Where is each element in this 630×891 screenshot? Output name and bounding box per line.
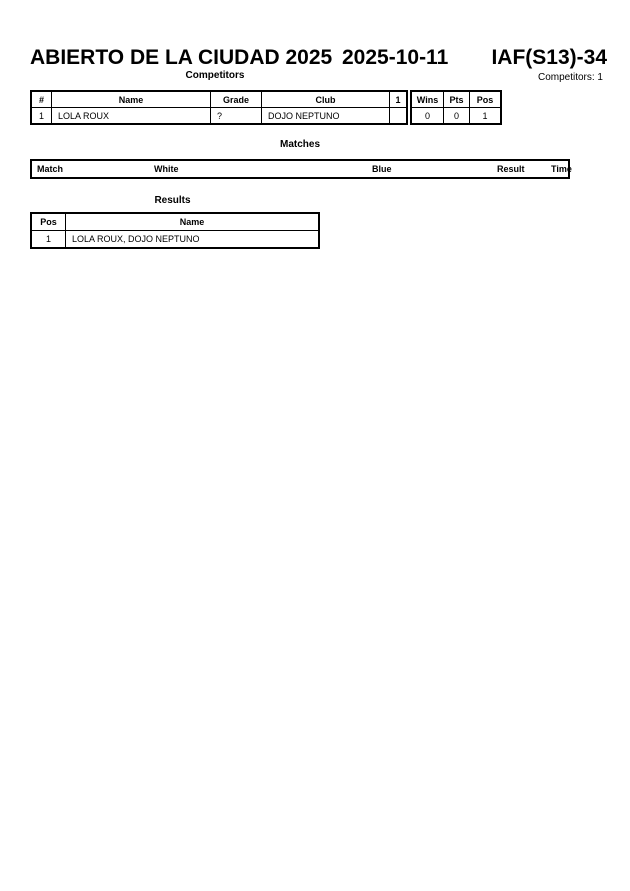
col-header-grade: Grade — [211, 91, 262, 108]
col-header-match: Match — [37, 164, 64, 174]
col-header-result-pos: Pos — [31, 213, 66, 231]
stats-header-row — [411, 91, 501, 108]
tournament-title: ABIERTO DE LA CIUDAD 2025 — [30, 46, 333, 69]
matches-heading: Matches — [279, 139, 320, 150]
results-heading: Results — [154, 195, 191, 206]
cell-result-pos: 1 — [31, 231, 66, 249]
col-header-result-name: Name — [66, 213, 320, 231]
stats-row — [411, 108, 501, 125]
result-row — [31, 231, 319, 249]
cell-competitor-round1 — [390, 108, 408, 125]
col-header-round1: 1 — [390, 91, 408, 108]
results-table — [30, 212, 320, 249]
col-header-white: White — [154, 164, 179, 174]
competitors-tables — [30, 90, 502, 125]
results-section — [30, 212, 320, 249]
cell-competitor-grade: ? — [211, 108, 262, 125]
competitor-row — [31, 108, 407, 125]
matches-table — [30, 159, 570, 179]
competitors-count: Competitors: 1 — [537, 72, 603, 83]
results-header-row — [31, 213, 319, 231]
cell-competitor-number: 1 — [31, 108, 52, 125]
col-header-pts: Pts — [444, 91, 470, 108]
competitors-heading: Competitors — [185, 70, 245, 81]
col-header-wins: Wins — [411, 91, 444, 108]
category-code: IAF(S13)-34 — [491, 46, 607, 69]
cell-competitor-club: DOJO NEPTUNO — [262, 108, 390, 125]
stats-table — [410, 90, 502, 125]
col-header-name: Name — [52, 91, 211, 108]
cell-pts: 0 — [444, 108, 470, 125]
cell-competitor-name: LOLA ROUX — [52, 108, 211, 125]
event-date: 2025-10-11 — [342, 46, 449, 69]
col-header-pos: Pos — [470, 91, 502, 108]
cell-result-name: LOLA ROUX, DOJO NEPTUNO — [66, 231, 320, 249]
cell-pos: 1 — [470, 108, 502, 125]
competitors-header-row — [31, 91, 407, 108]
col-header-time: Time — [551, 164, 572, 174]
col-header-club: Club — [262, 91, 390, 108]
col-header-result: Result — [497, 164, 525, 174]
competitors-table — [30, 90, 408, 125]
cell-wins: 0 — [411, 108, 444, 125]
col-header-number: # — [31, 91, 52, 108]
col-header-blue: Blue — [372, 164, 392, 174]
